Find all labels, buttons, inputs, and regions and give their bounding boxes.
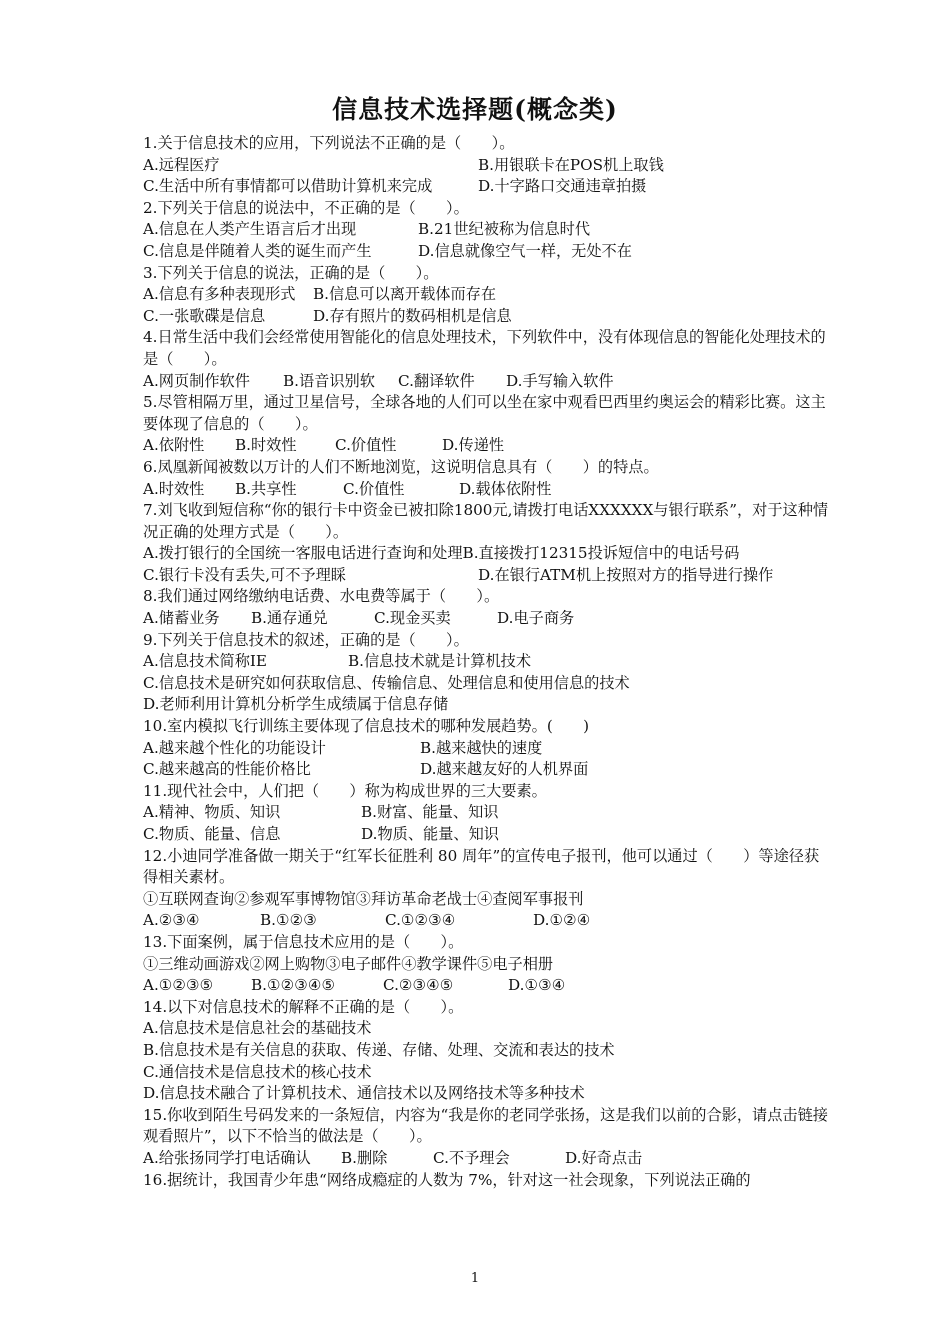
- option-row: [143, 759, 833, 781]
- answer-option: C.翻译软件: [398, 371, 475, 390]
- answer-option: B.信息可以离开载体而存在: [313, 285, 497, 304]
- page-title: 信息技术选择题(概念类): [332, 95, 618, 124]
- answer-option: D.存有照片的数码相机是信息: [313, 306, 512, 325]
- answer-option: D.越来越友好的人机界面: [420, 760, 589, 779]
- question-block: [143, 932, 833, 997]
- answer-option: C.①②③④: [385, 911, 456, 930]
- answer-option: ①三维动画游戏②网上购物③电子邮件④教学课件⑤电子相册: [143, 954, 554, 973]
- answer-option: D.手写输入软件: [506, 371, 614, 390]
- answer-option: C.价值性: [335, 436, 397, 455]
- option-row: [143, 673, 833, 695]
- answer-option: D.①②④: [533, 911, 591, 930]
- answer-option: D.传递性: [442, 436, 505, 455]
- question-stem: 11.现代社会中，人们把（ ）称为构成世界的三大要素。: [143, 781, 547, 800]
- answer-option: B.共享性: [235, 479, 297, 498]
- answer-option: B.信息技术是有关信息的获取、传递、存储、处理、交流和表达的技术: [143, 1040, 615, 1059]
- question-stem: 16.据统计，我国青少年患“网络成瘾症的人数为 7%，针对这一社会现象，下列说法正确的: [143, 1170, 751, 1189]
- question-block: [143, 630, 833, 716]
- answer-option: D.信息就像空气一样，无处不在: [418, 241, 632, 260]
- question-block: [143, 392, 833, 457]
- answer-option: D.①③④: [508, 976, 566, 995]
- option-row: [143, 954, 833, 976]
- question-block: [143, 327, 833, 392]
- answer-option: D.物质、能量、知识: [361, 825, 499, 843]
- question-block: [143, 781, 833, 846]
- answer-option: B.信息技术就是计算机技术: [348, 652, 532, 671]
- answer-option: C.一张歌碟是信息: [143, 306, 266, 325]
- option-row: [143, 1148, 833, 1170]
- question-block: [143, 846, 833, 932]
- answer-option: D.载体依附性: [459, 479, 552, 498]
- option-row: [143, 306, 833, 328]
- question-stem: 5.尽管相隔万里，通过卫星信号，全球各地的人们可以坐在家中观看巴西里约奥运会的精彩比赛。这主要体现了信息的（ ）。: [143, 393, 826, 433]
- question-stem: 15.你收到陌生号码发来的一条短信，内容为“我是你的老同学张扬，这是我们以前的合影，请点击链接观看照片”，以下不恰当的做法是（ ）。: [143, 1105, 828, 1146]
- answer-option: A.时效性: [143, 479, 205, 498]
- question-block: [143, 716, 833, 781]
- answer-option: A.①②③⑤: [143, 976, 214, 995]
- question-stem: 10.室内模拟飞行训练主要体现了信息技术的哪种发展趋势。( ): [143, 717, 590, 736]
- option-row: [143, 910, 833, 932]
- answer-option: A.远程医疗: [143, 155, 220, 174]
- answer-option: B.财富、能量、知识: [361, 803, 499, 822]
- option-row: [143, 1083, 833, 1105]
- question-stem: 12.小迪同学准备做一期关于“红军长征胜利 80 周年”的宣传电子报刊，他可以通过（ ）等途径获得相关素材。: [143, 846, 820, 887]
- answer-option: C.信息是伴随着人类的诞生而产生: [143, 241, 372, 260]
- question-stem: 4.日常生活中我们会经常使用智能化的信息处理技术，下列软件中，没有体现信息的智能化处理技术的是（ ）。: [143, 328, 826, 368]
- question-block: [143, 1105, 833, 1170]
- answer-option: D.老师利用计算机分析学生成绩属于信息存储: [143, 695, 449, 714]
- answer-option: ①互联网查询②参观军事博物馆③拜访革命老战士④查阅军事报刊: [143, 889, 584, 908]
- answer-option: C.现金买卖: [374, 609, 451, 628]
- answer-option: A.信息在人类产生语言后才出现: [143, 220, 357, 239]
- answer-option: A.信息有多种表现形式: [143, 285, 296, 304]
- option-row: [143, 694, 833, 716]
- answer-option: D.电子商务: [497, 609, 575, 628]
- answer-option: A.拨打银行的全国统一客服电话进行查询和处理: [143, 544, 463, 563]
- answer-option: C.生活中所有事情都可以借助计算机来完成: [143, 177, 433, 196]
- answer-option: C.不予理会: [433, 1148, 510, 1167]
- answer-option: B.用银联卡在POS机上取钱: [478, 155, 664, 174]
- question-stem: 6.凤凰新闻被数以万计的人们不断地浏览，这说明信息具有（ ）的特点。: [143, 457, 659, 476]
- option-row: [143, 824, 833, 846]
- question-block: [143, 500, 833, 586]
- question-stem: 7.刘飞收到短信称“你的银行卡中资金已被扣除1800元,请拨打电话XXXXXX与银行联系”，对于这种情况正确的处理方式是（ ）。: [143, 501, 829, 541]
- option-row: [143, 975, 833, 997]
- question-block: [143, 997, 833, 1105]
- answer-option: A.②③④: [143, 911, 200, 930]
- answer-option: B.越来越快的速度: [420, 738, 543, 757]
- answer-option: B.①②③④⑤: [251, 976, 336, 995]
- question-block: [143, 263, 833, 328]
- question-stem: 1.关于信息技术的应用，下列说法不正确的是（ ）。: [143, 134, 515, 152]
- option-row: [143, 802, 833, 824]
- answer-option: D.好奇点击: [565, 1148, 643, 1167]
- answer-option: D.在银行ATM机上按照对方的指导进行操作: [478, 565, 774, 584]
- option-row: [143, 608, 833, 630]
- answer-option: A.精神、物质、知识: [143, 803, 281, 822]
- answer-option: D.十字路口交通违章拍摄: [478, 177, 647, 196]
- answer-option: C.通信技术是信息技术的核心技术: [143, 1062, 372, 1081]
- answer-option: C.越来越高的性能价格比: [143, 760, 311, 779]
- question-block: [143, 586, 833, 629]
- answer-option: D.信息技术融合了计算机技术、通信技术以及网络技术等多种技术: [143, 1084, 585, 1103]
- option-row: [143, 1062, 833, 1084]
- answer-option: A.储蓄业务: [143, 609, 220, 628]
- answer-option: B.21世纪被称为信息时代: [418, 220, 591, 239]
- option-row: [143, 435, 833, 457]
- option-row: [143, 241, 833, 263]
- option-row: [143, 738, 833, 760]
- answer-option: B.语音识别软: [283, 371, 375, 390]
- option-row: [143, 889, 833, 911]
- question-block: [143, 133, 833, 198]
- option-row: [143, 565, 833, 587]
- answer-option: A.给张扬同学打电话确认: [143, 1148, 311, 1167]
- answer-option: C.价值性: [343, 479, 405, 498]
- answer-option: B.时效性: [235, 436, 297, 455]
- question-stem: 8.我们通过网络缴纳电话费、水电费等属于（ ）。: [143, 587, 500, 606]
- option-row: [143, 176, 833, 198]
- question-stem: 13.下面案例，属于信息技术应用的是（ ）。: [143, 932, 464, 951]
- question-stem: 2.下列关于信息的说法中，不正确的是（ ）。: [143, 198, 469, 217]
- answer-option: C.银行卡没有丢失,可不予理睬: [143, 565, 346, 584]
- answer-option: B.通存通兑: [251, 609, 328, 628]
- option-row: [143, 1018, 833, 1040]
- question-list: [143, 133, 833, 1191]
- option-row: [143, 219, 833, 241]
- question-block: [143, 198, 833, 263]
- answer-option: A.越来越个性化的功能设计: [143, 738, 326, 757]
- option-row: [143, 651, 833, 673]
- answer-option: C.信息技术是研究如何获取信息、传输信息、处理信息和使用信息的技术: [143, 673, 630, 692]
- question-block: [143, 457, 833, 500]
- question-stem: 14.以下对信息技术的解释不正确的是（ ）。: [143, 997, 464, 1016]
- answer-option: B.①②③: [260, 911, 317, 930]
- option-row: [143, 284, 833, 306]
- question-stem: 9.下列关于信息技术的叙述，正确的是（ ）。: [143, 630, 469, 649]
- option-row: [143, 479, 833, 501]
- answer-option: A.网页制作软件: [143, 371, 250, 390]
- question-stem: 3.下列关于信息的说法，正确的是（ ）。: [143, 263, 439, 282]
- option-row: [143, 371, 833, 393]
- answer-option: A.依附性: [143, 436, 205, 455]
- option-row: [143, 155, 833, 177]
- answer-option: B.删除: [341, 1148, 388, 1167]
- answer-option: A.信息技术是信息社会的基础技术: [143, 1019, 372, 1038]
- answer-option: C.物质、能量、信息: [143, 825, 281, 843]
- answer-option: B.直接拨打12315投诉短信中的电话号码: [462, 544, 740, 563]
- option-row: [143, 543, 833, 565]
- option-row: [143, 1040, 833, 1062]
- question-block: [143, 1170, 833, 1192]
- answer-option: C.②③④⑤: [383, 976, 454, 995]
- answer-option: A.信息技术简称IE: [143, 652, 268, 671]
- page-number: 1: [470, 1271, 480, 1286]
